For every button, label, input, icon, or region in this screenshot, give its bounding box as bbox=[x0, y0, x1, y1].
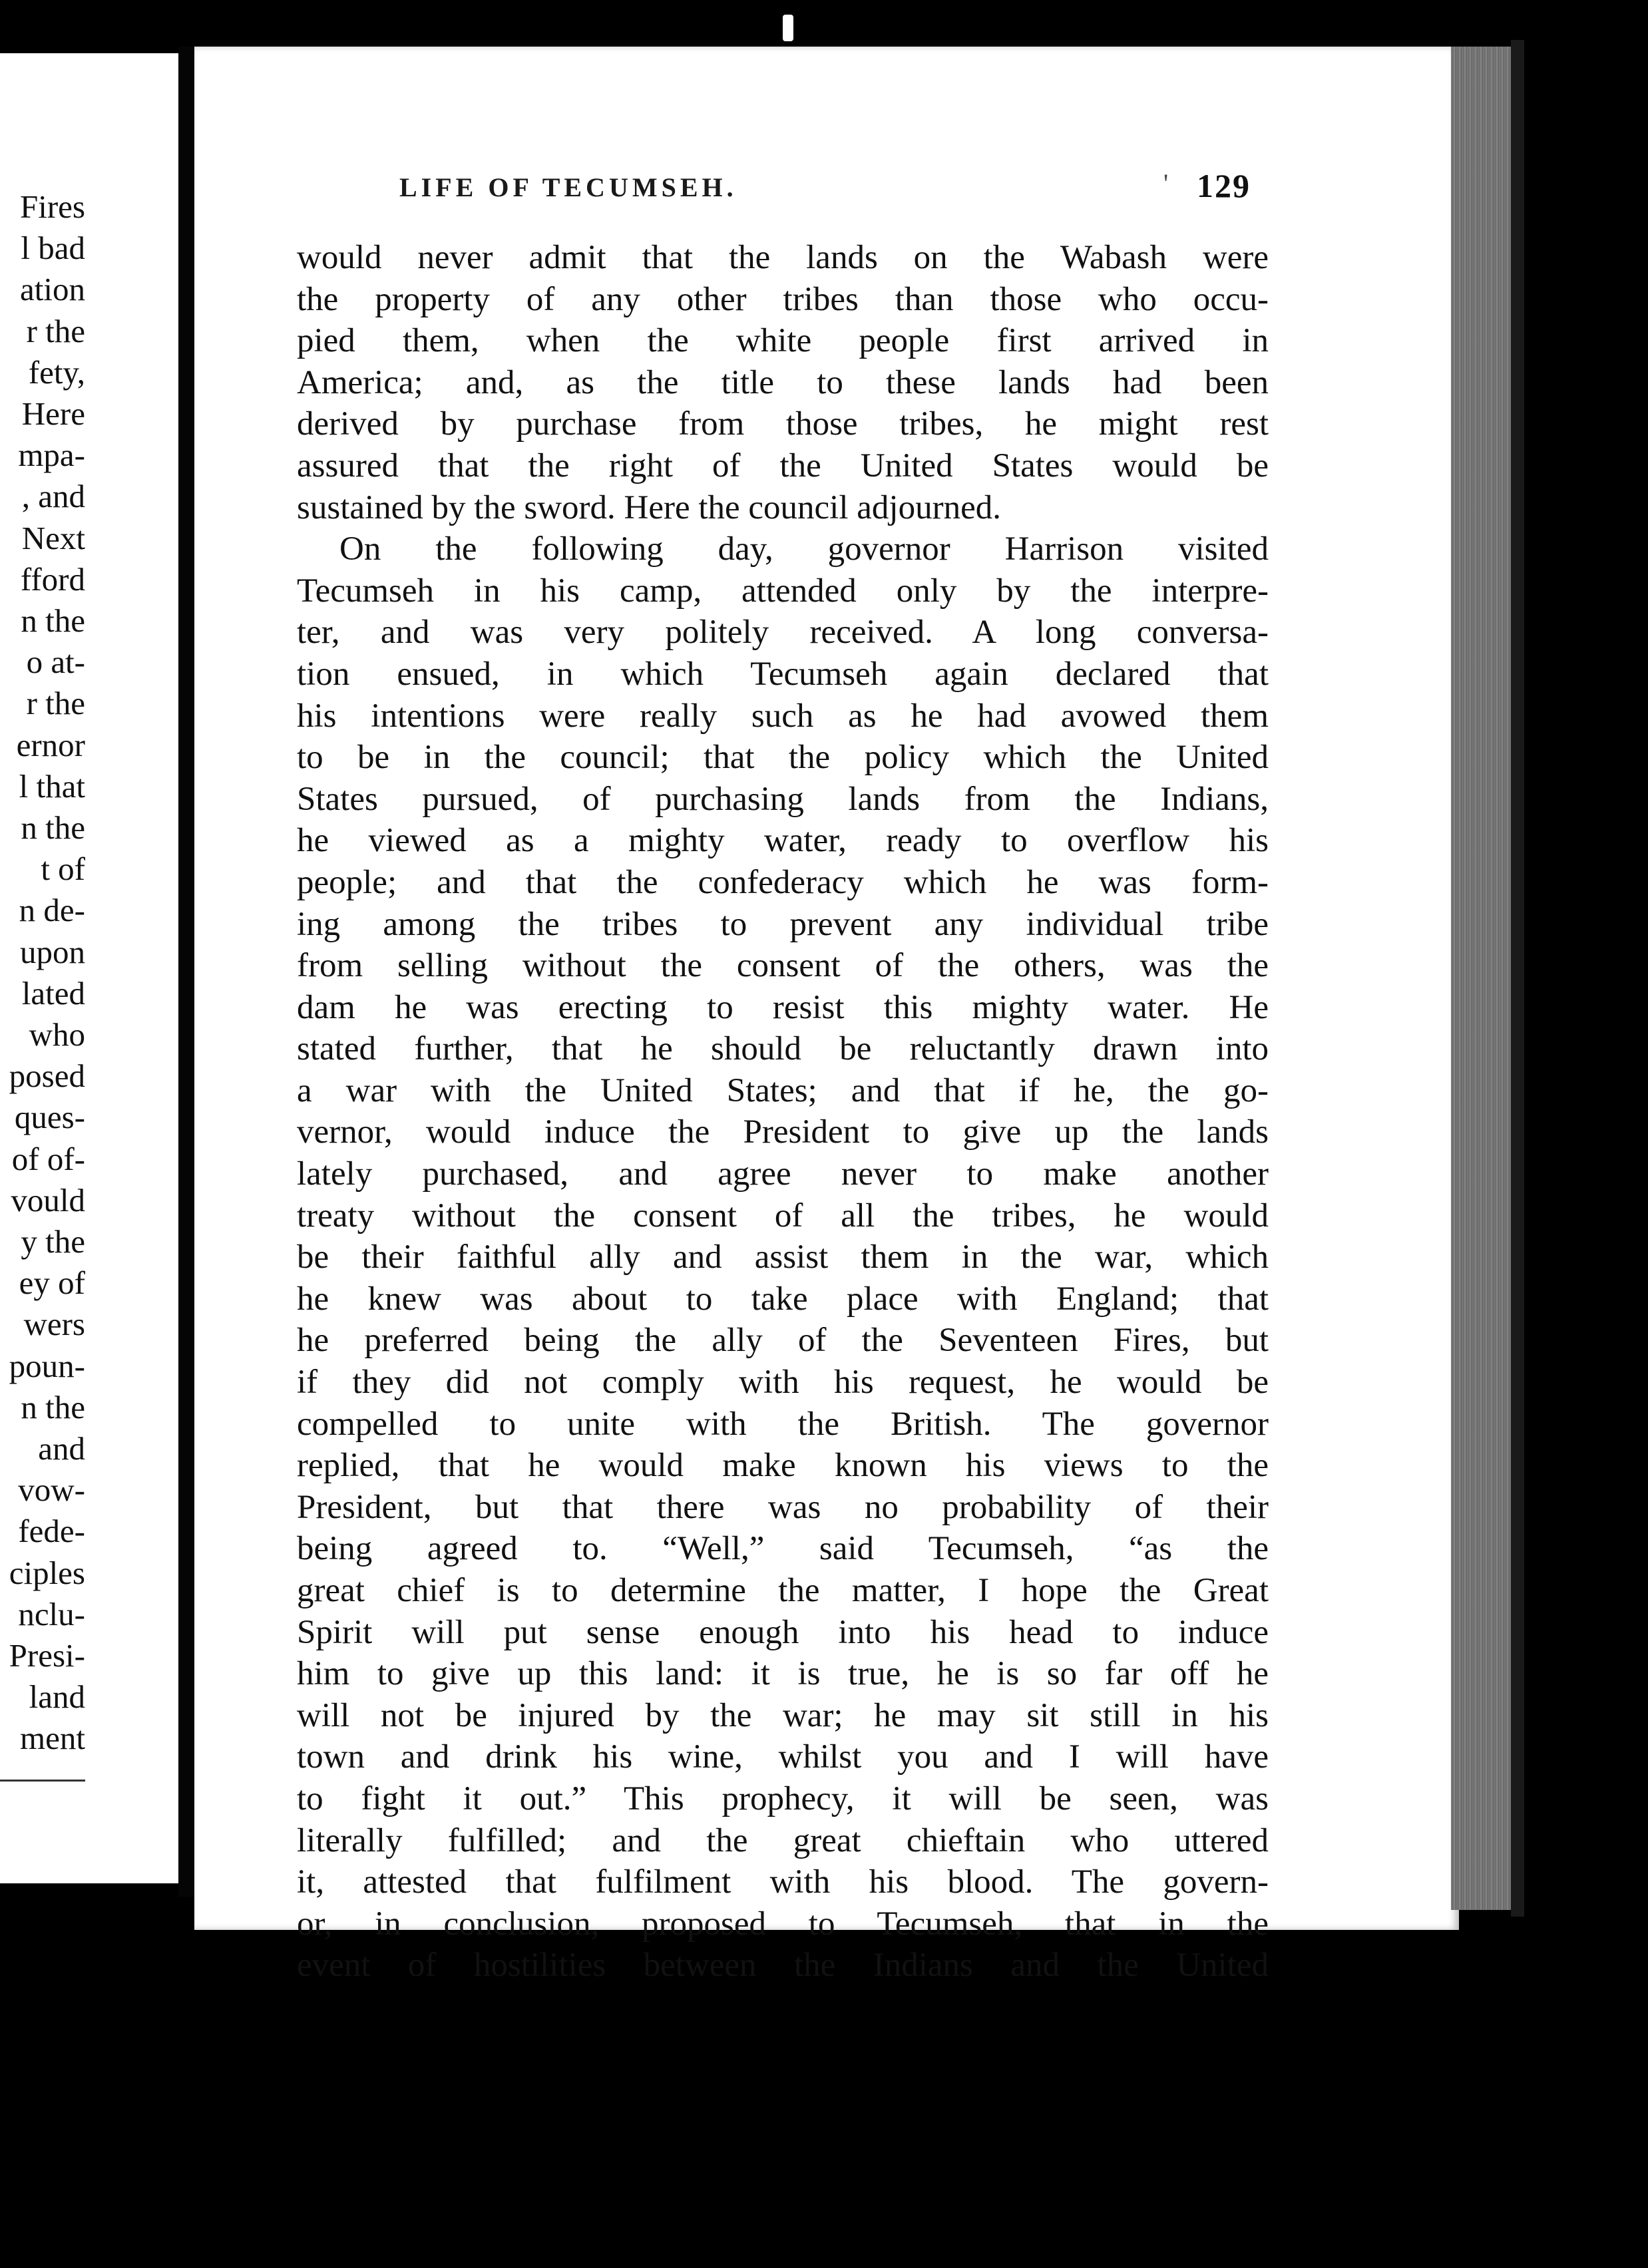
text-line: being agreed to. “Well,” said Tecumseh, “as the bbox=[297, 1530, 1269, 1568]
left-page-line: who bbox=[29, 1016, 85, 1053]
left-page-line: poun- bbox=[9, 1347, 85, 1384]
text-line: to be in the council; that the policy which the United bbox=[297, 739, 1269, 777]
left-page-fragment bbox=[0, 53, 178, 1883]
text-line: pied them, when the white people first arrived in bbox=[297, 322, 1269, 360]
left-page-line: Here bbox=[21, 395, 85, 432]
left-page-line: y the bbox=[21, 1223, 85, 1260]
left-page-line: l that bbox=[19, 767, 85, 805]
text-line: it, attested that fulfilment with his blood. The govern- bbox=[297, 1863, 1269, 1901]
text-line: vernor, would induce the President to give up the lands bbox=[297, 1113, 1269, 1151]
text-line: him to give up this land: it is true, he is so far off he bbox=[297, 1655, 1269, 1693]
text-line: will not be injured by the war; he may sit still in his bbox=[297, 1696, 1269, 1734]
tick-mark: ' bbox=[1163, 168, 1169, 198]
text-line: stated further, that he should be reluctantly drawn into bbox=[297, 1030, 1269, 1068]
left-page-line: posed bbox=[9, 1057, 85, 1095]
text-line: America; and, as the title to these lands had been bbox=[297, 363, 1269, 401]
book-gutter bbox=[178, 47, 194, 1897]
left-page-line: upon bbox=[20, 933, 85, 970]
left-page-line: n de- bbox=[19, 892, 85, 929]
binding-mark bbox=[783, 15, 793, 41]
left-page-line: ernor bbox=[16, 726, 85, 763]
text-line: assured that the right of the United States would be bbox=[297, 447, 1269, 484]
text-line: tion ensued, in which Tecumseh again declared that bbox=[297, 655, 1269, 693]
left-page-line: fford bbox=[20, 560, 85, 598]
text-line: if they did not comply with his request, he would be bbox=[297, 1364, 1269, 1402]
text-line: States pursued, of purchasing lands from the Indians, bbox=[297, 780, 1269, 818]
body-text bbox=[297, 237, 1269, 1986]
left-page-line: lated bbox=[21, 974, 85, 1012]
text-line: ter, and was very politely received. A long conversa- bbox=[297, 614, 1269, 652]
left-page-line: of of- bbox=[11, 1140, 85, 1177]
left-page-line: r the bbox=[26, 685, 85, 722]
text-line: dam he was erecting to resist this mighty water. He bbox=[297, 988, 1269, 1026]
text-line: a war with the United States; and that if he, the go- bbox=[297, 1071, 1269, 1109]
left-page-line: Fires bbox=[20, 188, 85, 225]
text-line: lately purchased, and agree never to make another bbox=[297, 1155, 1269, 1193]
text-line: he viewed as a mighty water, ready to overflow his bbox=[297, 822, 1269, 860]
text-line: he preferred being the ally of the Seventeen Fires, but bbox=[297, 1322, 1269, 1360]
text-line: event of hostilities between the Indians and the United bbox=[297, 1947, 1269, 1984]
left-page-line: fety, bbox=[28, 353, 85, 391]
left-page-line: , and bbox=[21, 478, 85, 515]
left-page-line: Next bbox=[21, 519, 85, 556]
text-line: from selling without the consent of the others, was the bbox=[297, 947, 1269, 985]
text-line: President, but that there was no probability of their bbox=[297, 1488, 1269, 1526]
left-page-line: o at- bbox=[26, 644, 85, 681]
left-page-line: and bbox=[38, 1430, 85, 1467]
left-page-line: ciples bbox=[9, 1554, 85, 1591]
text-line: the property of any other tribes than those who occu- bbox=[297, 280, 1269, 318]
left-page-line: n the bbox=[21, 1388, 85, 1425]
left-page-line: r the bbox=[26, 312, 85, 349]
text-line: Tecumseh in his camp, attended only by the interpre- bbox=[297, 572, 1269, 610]
text-line: he knew was about to take place with England; that bbox=[297, 1280, 1269, 1318]
text-line: derived by purchase from those tribes, he might rest bbox=[297, 405, 1269, 443]
left-page-line: l bad bbox=[21, 230, 85, 267]
text-line: be their faithful ally and assist them in the war, which bbox=[297, 1238, 1269, 1276]
text-line: would never admit that the lands on the Wabash were bbox=[297, 239, 1269, 276]
text-line: his intentions were really such as he had avowed them bbox=[297, 697, 1269, 735]
text-line: On the following day, governor Harrison visited bbox=[339, 530, 1269, 568]
left-page-line: mpa- bbox=[18, 437, 85, 474]
page-edges bbox=[1451, 47, 1511, 1910]
left-page-line: land bbox=[29, 1678, 85, 1716]
left-page-line: wers bbox=[23, 1306, 85, 1343]
page-number: 129 bbox=[1197, 167, 1251, 204]
left-page-line: vow- bbox=[18, 1471, 85, 1509]
text-line: treaty without the consent of all the tribes, he would bbox=[297, 1197, 1269, 1234]
text-line: town and drink his wine, whilst you and I will have bbox=[297, 1738, 1269, 1776]
text-line: literally fulfilled; and the great chieftain who uttered bbox=[297, 1821, 1269, 1859]
text-line: sustained by the sword. Here the council adjourned. bbox=[297, 488, 1001, 526]
running-head: LIFE OF TECUMSEH. bbox=[399, 172, 737, 202]
text-line: to fight it out.” This prophecy, it will be seen, was bbox=[297, 1780, 1269, 1817]
left-page-line: fede- bbox=[18, 1513, 85, 1550]
text-line: great chief is to determine the matter, I hope the Great bbox=[297, 1572, 1269, 1609]
left-page-line: vould bbox=[11, 1181, 85, 1219]
left-page-line: n the bbox=[21, 809, 85, 846]
text-line: Spirit will put sense enough into his head to induce bbox=[297, 1613, 1269, 1651]
text-line: replied, that he would make known his views to the bbox=[297, 1447, 1269, 1485]
text-line: or, in conclusion, proposed to Tecumseh, that in the bbox=[297, 1905, 1269, 1943]
text-line: compelled to unite with the British. The governor bbox=[297, 1405, 1269, 1443]
left-page-line: n the bbox=[21, 602, 85, 639]
left-page-line: ey of bbox=[19, 1264, 85, 1302]
text-line: people; and that the confederacy which he was form- bbox=[297, 863, 1269, 901]
page-edges-shadow bbox=[1511, 40, 1524, 1917]
left-page-line: nclu- bbox=[18, 1595, 85, 1632]
left-page-line: ment bbox=[20, 1720, 85, 1757]
left-page-rule bbox=[0, 1780, 85, 1782]
left-page-line: ation bbox=[20, 271, 85, 308]
left-page-line: Presi- bbox=[9, 1637, 85, 1674]
text-line: ing among the tribes to prevent any individual tribe bbox=[297, 905, 1269, 943]
left-page-line: ques- bbox=[14, 1099, 85, 1136]
left-page-line: t of bbox=[41, 850, 85, 888]
